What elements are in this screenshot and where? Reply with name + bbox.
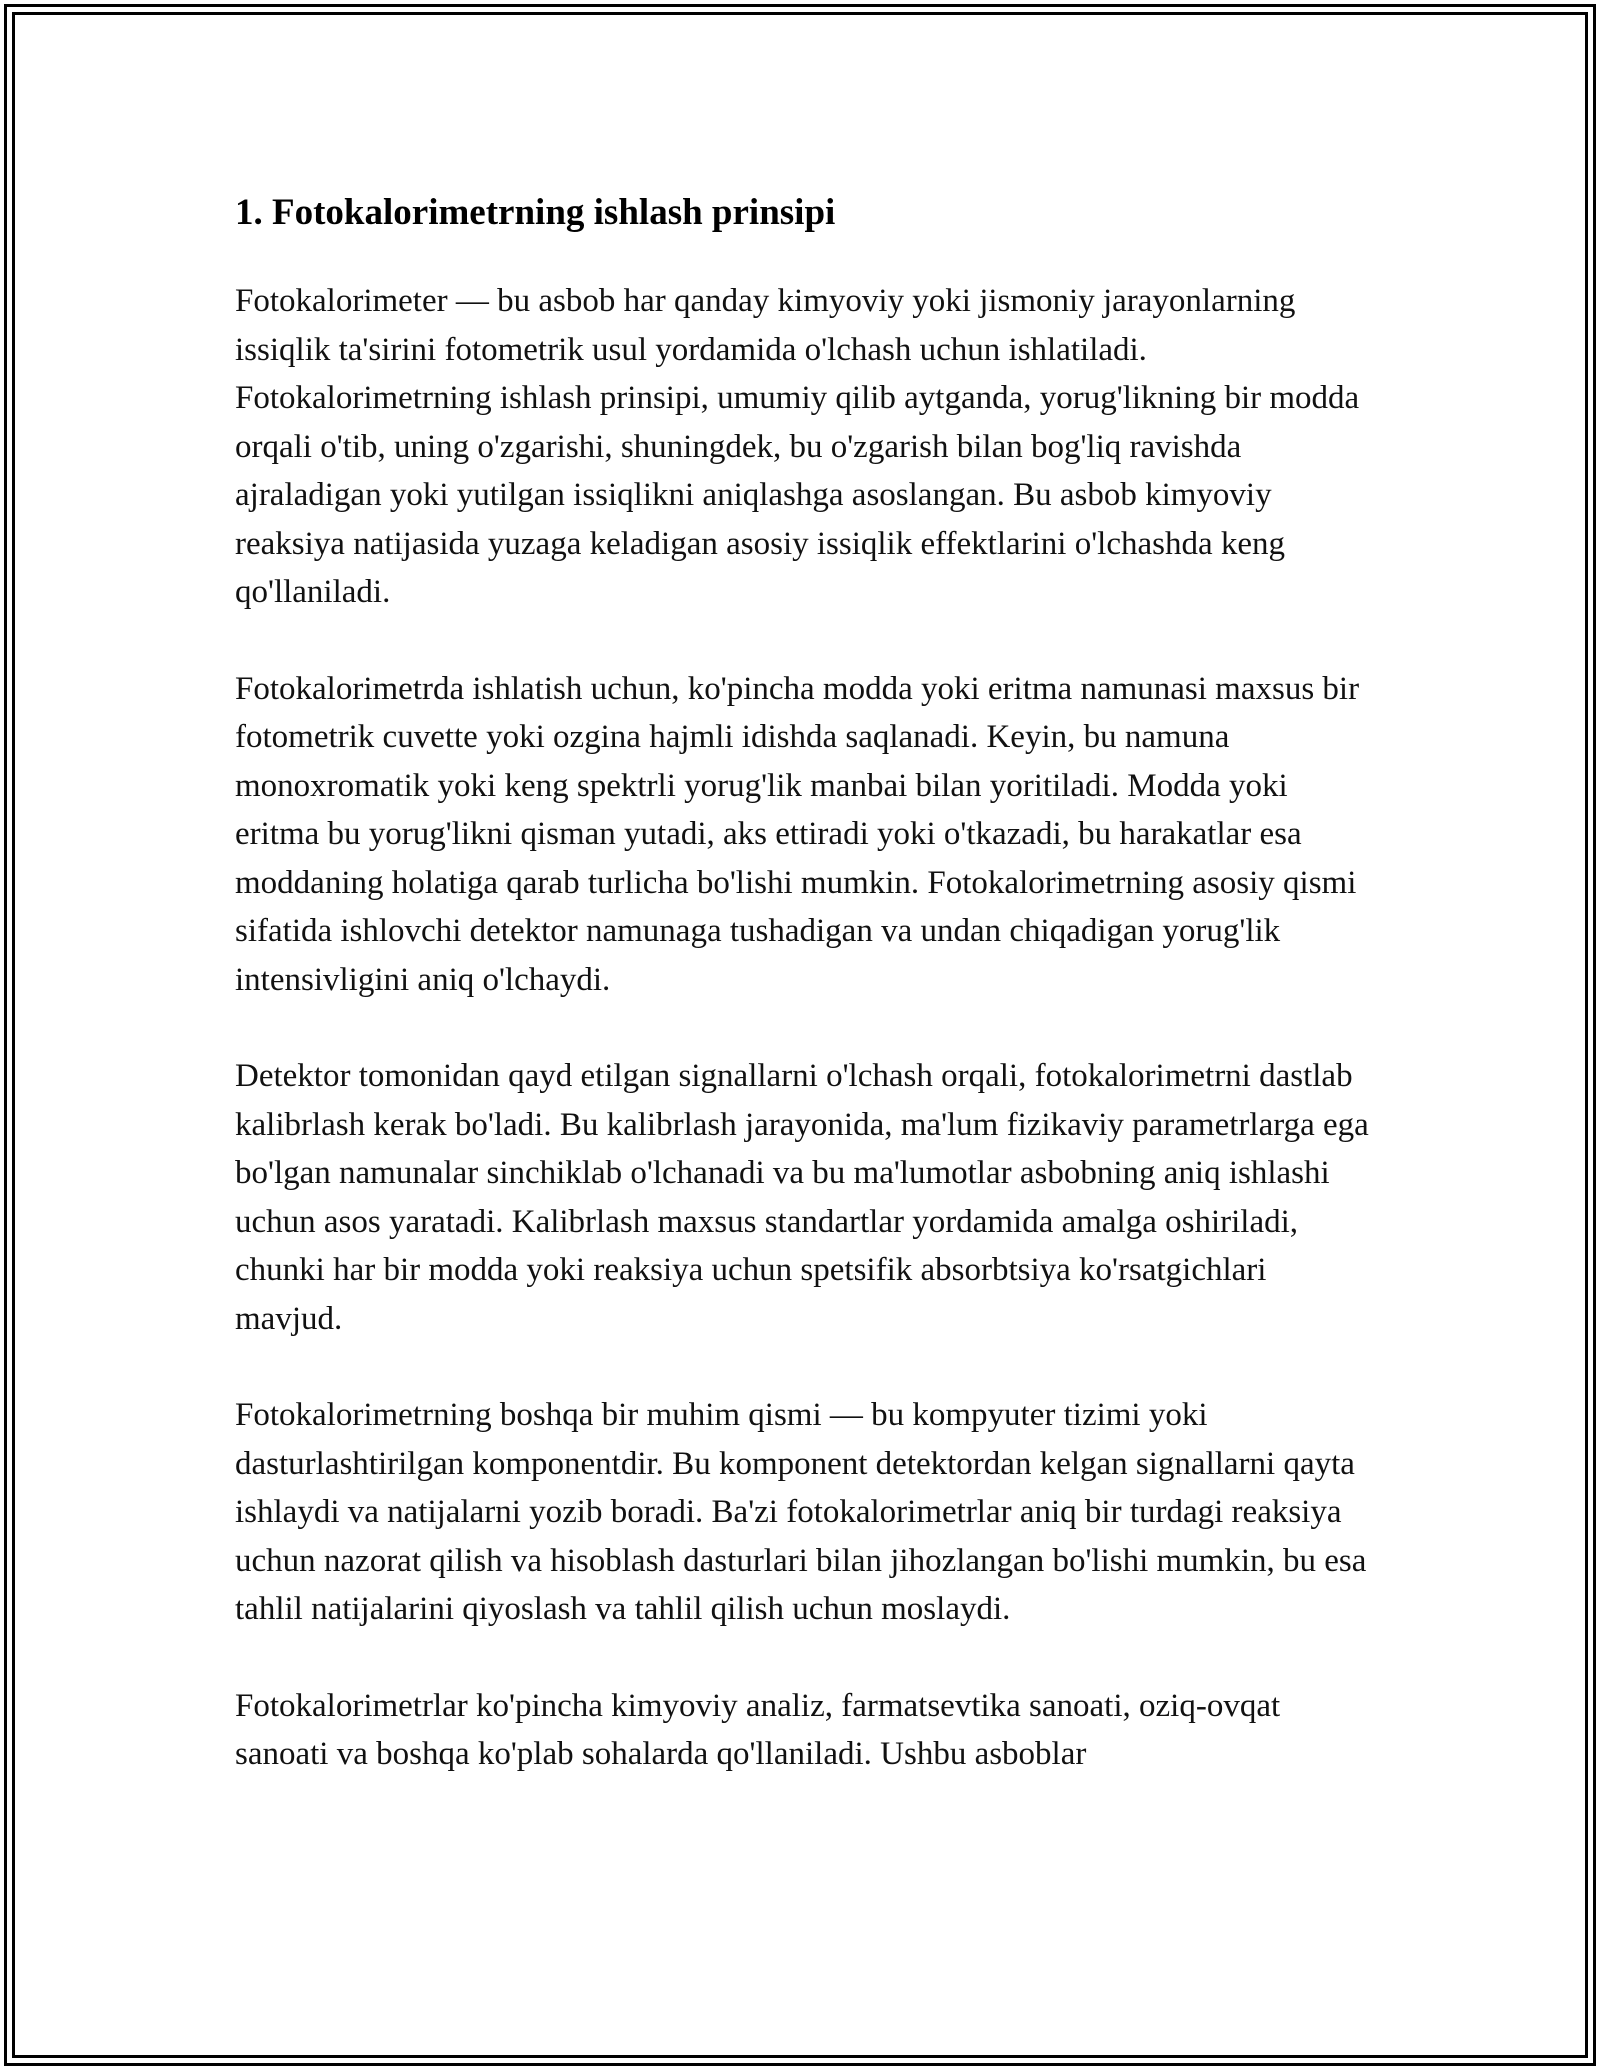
paragraph-2: Fotokalorimetrda ishlatish uchun, ko'pincha modda yoki eritma namunasi maxsus bir fotometrik cuvette yoki ozgina hajmli idishda saqlanadi. Keyin, bu namuna monoxromatik yoki keng spektrli yorug'lik manbai bilan yoritiladi. Modda yoki eritma bu yorug'likni qisman yutadi, aks ettiradi yoki o'tkazadi, bu harakatlar esa moddaning holatiga qarab turlicha bo'lishi mumkin. Fotokalorimetrning asosiy qismi sifatida ishlovchi detektor namunaga tushadigan va undan chiqadigan yorug'lik intensivligini aniq o'lchaydi. [235, 670, 1360, 998]
paragraph-3: Detektor tomonidan qayd etilgan signallarni o'lchash orqali, fotokalorimetrni dastlab kalibrlash kerak bo'ladi. Bu kalibrlash jarayonida, ma'lum fizikaviy parametrlarga ega bo'lgan namunalar sinchiklab o'lchanadi va bu ma'lumotlar asbobning aniq ishlashi uchun asos yaratadi. Kalibrlash maxsus standartlar yordamida amalga oshiriladi, chunki har bir modda yoki reaksiya uchun spetsifik absorbtsiya ko'rsatgichlari mavjud. [235, 1058, 1369, 1337]
paragraph-1: Fotokalorimeter — bu asbob har qanday kimyoviy yoki jismoniy jarayonlarning issiqlik ta'sirini fotometrik usul yordamida o'lchash uchun ishlatiladi. Fotokalorimetrning ishlash prinsipi, umumiy qilib aytganda, yorug'likning bir modda orqali o'tib, uning o'zgarishi, shuningdek, bu o'zgarish bilan bog'liq ravishda ajraladigan yoki yutilgan issiqlikni aniqlashga asoslangan. Bu asbob kimyoviy reaksiya natijasida yuzaga keladigan asosiy issiqlik effektlarini o'lchashda keng qo'llaniladi. [235, 283, 1360, 610]
section-heading: 1. Fotokalorimetrning ishlash prinsipi [235, 192, 836, 233]
paragraph-4: Fotokalorimetrning boshqa bir muhim qismi — bu kompyuter tizimi yoki dasturlashtirilgan komponentdir. Bu komponent detektordan kelgan signallarni qayta ishlaydi va natijalarni yozib boradi. Ba'zi fotokalorimetrlar aniq bir turdagi reaksiya uchun nazorat qilish va hisoblash dasturlari bilan jihozlangan bo'lishi mumkin, bu esa tahlil natijalarini qiyoslash va tahlil qilish uchun moslaydi. [235, 1397, 1367, 1627]
document-body [235, 185, 1370, 1827]
paragraph-5: Fotokalorimetrlar ko'pincha kimyoviy analiz, farmatsevtika sanoati, oziq-ovqat sanoati va boshqa ko'plab sohalarda qo'llaniladi. Ushbu asboblar [235, 1687, 1281, 1772]
